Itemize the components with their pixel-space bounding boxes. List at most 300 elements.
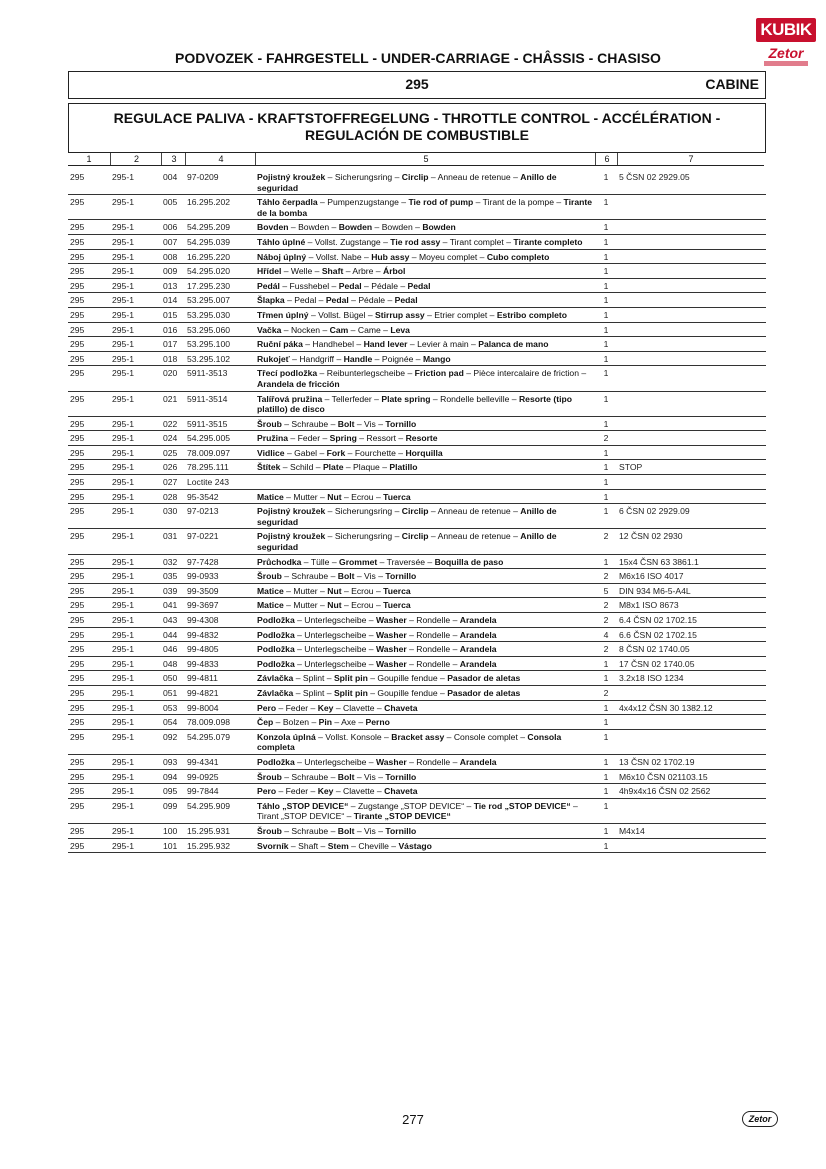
part-number-cell: 99-8004: [185, 700, 255, 715]
table-row: [68, 195, 766, 220]
note-cell: 4h9x4x16 ČSN 02 2562: [617, 784, 766, 799]
quantity-cell: 1: [595, 234, 617, 249]
description-cell: Táhlo úplné – Vollst. Zugstange – Tie rod assy – Tirant complet – Tirante completo: [255, 234, 595, 249]
note-cell: 6.6 ČSN 02 1702.15: [617, 627, 766, 642]
description-cell: Matice – Mutter – Nut – Ecrou – Tuerca: [255, 583, 595, 598]
subgroup-cell: 295-1: [110, 671, 161, 686]
group-number: 295: [405, 76, 429, 92]
table-row: [68, 838, 766, 853]
subgroup-cell: 295-1: [110, 769, 161, 784]
part-number-cell: 54.295.005: [185, 431, 255, 446]
group-cell: 295: [68, 823, 110, 838]
table-row: [68, 627, 766, 642]
part-number-cell: Loctite 243: [185, 475, 255, 490]
part-number-cell: 16.295.220: [185, 249, 255, 264]
table-row: [68, 351, 766, 366]
position-cell: 031: [161, 529, 185, 554]
group-cell: 295: [68, 366, 110, 391]
subgroup-cell: 295-1: [110, 416, 161, 431]
quantity-cell: 1: [595, 475, 617, 490]
table-row: [68, 583, 766, 598]
description-cell: [255, 475, 595, 490]
position-cell: 013: [161, 278, 185, 293]
position-cell: 043: [161, 613, 185, 628]
column-header: 4: [185, 153, 256, 165]
quantity-cell: 2: [595, 685, 617, 700]
group-cell: 295: [68, 278, 110, 293]
part-number-cell: 99-4341: [185, 754, 255, 769]
table-row: [68, 416, 766, 431]
subgroup-cell: 295-1: [110, 784, 161, 799]
description-cell: Podložka – Unterlegscheibe – Washer – Rondelle – Arandela: [255, 754, 595, 769]
part-number-cell: 54.295.039: [185, 234, 255, 249]
group-cell: 295: [68, 798, 110, 823]
table-row: [68, 504, 766, 529]
description-cell: Pružina – Feder – Spring – Ressort – Resorte: [255, 431, 595, 446]
note-cell: [617, 195, 766, 220]
position-cell: 044: [161, 627, 185, 642]
group-cell: 295: [68, 554, 110, 569]
subgroup-cell: 295-1: [110, 234, 161, 249]
subgroup-cell: 295-1: [110, 685, 161, 700]
table-row: [68, 729, 766, 754]
position-cell: 051: [161, 685, 185, 700]
group-cell: 295: [68, 671, 110, 686]
group-cell: 295: [68, 460, 110, 475]
position-cell: 004: [161, 170, 185, 195]
table-row: [68, 220, 766, 235]
group-cell: 295: [68, 351, 110, 366]
kubik-logo: KUBIK: [756, 18, 816, 42]
part-number-cell: 99-4308: [185, 613, 255, 628]
part-number-cell: 54.295.209: [185, 220, 255, 235]
quantity-cell: 1: [595, 554, 617, 569]
table-row: [68, 366, 766, 391]
group-cell: 295: [68, 598, 110, 613]
position-cell: 007: [161, 234, 185, 249]
part-number-cell: 95-3542: [185, 489, 255, 504]
part-number-cell: 17.295.230: [185, 278, 255, 293]
table-row: [68, 642, 766, 657]
part-number-cell: 53.295.102: [185, 351, 255, 366]
description-cell: Pojistný kroužek – Sicherungsring – Circlip – Anneau de retenue – Anillo de seguridad: [255, 529, 595, 554]
part-number-cell: 53.295.007: [185, 293, 255, 308]
subgroup-cell: 295-1: [110, 489, 161, 504]
quantity-cell: 1: [595, 351, 617, 366]
part-number-cell: 97-0221: [185, 529, 255, 554]
table-row: [68, 613, 766, 628]
subgroup-cell: 295-1: [110, 460, 161, 475]
part-number-cell: 15.295.931: [185, 823, 255, 838]
quantity-cell: 1: [595, 249, 617, 264]
parts-table: [68, 170, 766, 853]
note-cell: [617, 685, 766, 700]
quantity-cell: 1: [595, 391, 617, 416]
subgroup-cell: 295-1: [110, 700, 161, 715]
quantity-cell: 2: [595, 529, 617, 554]
group-cell: 295: [68, 170, 110, 195]
table-row: [68, 700, 766, 715]
subgroup-cell: 295-1: [110, 613, 161, 628]
table-row: [68, 337, 766, 352]
group-cell: 295: [68, 322, 110, 337]
description-cell: Hřídel – Welle – Shaft – Arbre – Árbol: [255, 264, 595, 279]
part-number-cell: 99-3509: [185, 583, 255, 598]
table-row: [68, 391, 766, 416]
note-cell: 13 ČSN 02 1702.19: [617, 754, 766, 769]
description-cell: Šroub – Schraube – Bolt – Vis – Tornillo: [255, 823, 595, 838]
group-cell: 295: [68, 769, 110, 784]
subgroup-cell: 295-1: [110, 504, 161, 529]
section-title-line-2: REGULACIÓN DE COMBUSTIBLE: [305, 127, 529, 143]
description-cell: Pero – Feder – Key – Clavette – Chaveta: [255, 784, 595, 799]
group-cell: 295: [68, 337, 110, 352]
note-cell: M6x10 ČSN 021103.15: [617, 769, 766, 784]
part-number-cell: 99-4821: [185, 685, 255, 700]
description-cell: Podložka – Unterlegscheibe – Washer – Rondelle – Arandela: [255, 627, 595, 642]
zetor-footer-logo: Zetor: [742, 1111, 778, 1127]
quantity-cell: 1: [595, 416, 617, 431]
note-cell: [617, 337, 766, 352]
note-cell: 12 ČSN 02 2930: [617, 529, 766, 554]
group-cell: 295: [68, 583, 110, 598]
table-row: [68, 249, 766, 264]
table-row: [68, 322, 766, 337]
subgroup-cell: 295-1: [110, 195, 161, 220]
part-number-cell: 99-4811: [185, 671, 255, 686]
note-cell: [617, 264, 766, 279]
quantity-cell: 1: [595, 715, 617, 730]
subgroup-cell: 295-1: [110, 293, 161, 308]
note-cell: [617, 366, 766, 391]
group-cell: 295: [68, 715, 110, 730]
quantity-cell: 1: [595, 460, 617, 475]
part-number-cell: 78.009.098: [185, 715, 255, 730]
quantity-cell: 1: [595, 195, 617, 220]
description-cell: Pojistný kroužek – Sicherungsring – Circlip – Anneau de retenue – Anillo de seguridad: [255, 170, 595, 195]
description-cell: Táhlo čerpadla – Pumpenzugstange – Tie rod of pump – Tirant de la pompe – Tirante de la bomba: [255, 195, 595, 220]
part-number-cell: 99-4832: [185, 627, 255, 642]
part-number-cell: 53.295.100: [185, 337, 255, 352]
column-header: 7: [617, 153, 764, 165]
table-row: [68, 671, 766, 686]
group-cell: 295: [68, 838, 110, 853]
part-number-cell: 16.295.202: [185, 195, 255, 220]
position-cell: 030: [161, 504, 185, 529]
position-cell: 018: [161, 351, 185, 366]
part-number-cell: 99-4805: [185, 642, 255, 657]
part-number-cell: 15.295.932: [185, 838, 255, 853]
group-cell: 295: [68, 729, 110, 754]
description-cell: Třecí podložka – Reibunterlegscheibe – Friction pad – Pièce intercalaire de friction – Arandela de fricción: [255, 366, 595, 391]
description-cell: Matice – Mutter – Nut – Ecrou – Tuerca: [255, 489, 595, 504]
description-cell: Závlačka – Splint – Split pin – Goupille fendue – Pasador de aletas: [255, 671, 595, 686]
position-cell: 017: [161, 337, 185, 352]
description-cell: Pero – Feder – Key – Clavette – Chaveta: [255, 700, 595, 715]
group-cell: 295: [68, 569, 110, 584]
quantity-cell: 1: [595, 656, 617, 671]
note-cell: 6.4 ČSN 02 1702.15: [617, 613, 766, 628]
note-cell: M8x1 ISO 8673: [617, 598, 766, 613]
note-cell: [617, 798, 766, 823]
part-number-cell: 99-4833: [185, 656, 255, 671]
quantity-cell: 1: [595, 838, 617, 853]
position-cell: 101: [161, 838, 185, 853]
note-cell: 6 ČSN 02 2929.09: [617, 504, 766, 529]
subgroup-cell: 295-1: [110, 366, 161, 391]
quantity-cell: 1: [595, 754, 617, 769]
quantity-cell: 1: [595, 293, 617, 308]
quantity-cell: 2: [595, 613, 617, 628]
subgroup-cell: 295-1: [110, 656, 161, 671]
position-cell: 035: [161, 569, 185, 584]
parts-table-body: [68, 170, 766, 853]
table-row: [68, 754, 766, 769]
note-cell: [617, 391, 766, 416]
subgroup-cell: 295-1: [110, 322, 161, 337]
quantity-cell: 1: [595, 700, 617, 715]
description-cell: Rukojeť – Handgriff – Handle – Poignée – Mango: [255, 351, 595, 366]
quantity-cell: 2: [595, 569, 617, 584]
table-row: [68, 769, 766, 784]
table-row: [68, 784, 766, 799]
subgroup-cell: 295-1: [110, 823, 161, 838]
note-cell: [617, 838, 766, 853]
position-cell: 032: [161, 554, 185, 569]
table-row: [68, 715, 766, 730]
position-cell: 100: [161, 823, 185, 838]
table-row: [68, 598, 766, 613]
note-cell: STOP: [617, 460, 766, 475]
part-number-cell: 78.295.111: [185, 460, 255, 475]
table-row: [68, 307, 766, 322]
note-cell: 5 ČSN 02 2929.05: [617, 170, 766, 195]
position-cell: 041: [161, 598, 185, 613]
position-cell: 050: [161, 671, 185, 686]
position-cell: 008: [161, 249, 185, 264]
quantity-cell: 1: [595, 322, 617, 337]
quantity-cell: 1: [595, 264, 617, 279]
section-title: [68, 103, 766, 153]
group-cell: 295: [68, 264, 110, 279]
quantity-cell: 1: [595, 307, 617, 322]
quantity-cell: 2: [595, 431, 617, 446]
position-cell: 094: [161, 769, 185, 784]
quantity-cell: 1: [595, 445, 617, 460]
part-number-cell: 54.295.020: [185, 264, 255, 279]
group-name: CABINE: [705, 76, 759, 92]
subgroup-cell: 295-1: [110, 278, 161, 293]
position-cell: 054: [161, 715, 185, 730]
group-cell: 295: [68, 529, 110, 554]
table-row: [68, 170, 766, 195]
subgroup-cell: 295-1: [110, 264, 161, 279]
position-cell: 025: [161, 445, 185, 460]
quantity-cell: 1: [595, 278, 617, 293]
column-header: 6: [595, 153, 618, 165]
note-cell: DIN 934 M6-5-A4L: [617, 583, 766, 598]
subgroup-cell: 295-1: [110, 798, 161, 823]
note-cell: M4x14: [617, 823, 766, 838]
group-cell: 295: [68, 293, 110, 308]
position-cell: 039: [161, 583, 185, 598]
description-cell: Šroub – Schraube – Bolt – Vis – Tornillo: [255, 569, 595, 584]
subgroup-cell: 295-1: [110, 445, 161, 460]
group-cell: 295: [68, 220, 110, 235]
subgroup-cell: 295-1: [110, 431, 161, 446]
note-cell: [617, 489, 766, 504]
part-number-cell: 78.009.097: [185, 445, 255, 460]
quantity-cell: 1: [595, 366, 617, 391]
table-row: [68, 445, 766, 460]
part-number-cell: 5911-3513: [185, 366, 255, 391]
note-cell: 15x4 ČSN 63 3861.1: [617, 554, 766, 569]
subgroup-cell: 295-1: [110, 715, 161, 730]
position-cell: 006: [161, 220, 185, 235]
position-cell: 053: [161, 700, 185, 715]
description-cell: Čep – Bolzen – Pin – Axe – Perno: [255, 715, 595, 730]
group-cell: 295: [68, 445, 110, 460]
group-cell: 295: [68, 613, 110, 628]
position-cell: 022: [161, 416, 185, 431]
position-cell: 024: [161, 431, 185, 446]
subgroup-cell: 295-1: [110, 754, 161, 769]
subgroup-cell: 295-1: [110, 351, 161, 366]
position-cell: 005: [161, 195, 185, 220]
group-cell: 295: [68, 627, 110, 642]
group-box: [68, 71, 766, 99]
subgroup-cell: 295-1: [110, 529, 161, 554]
quantity-cell: 2: [595, 598, 617, 613]
description-cell: Konzola úplná – Vollst. Konsole – Bracket assy – Console complet – Consola completa: [255, 729, 595, 754]
quantity-cell: 1: [595, 220, 617, 235]
note-cell: 17 ČSN 02 1740.05: [617, 656, 766, 671]
table-row: [68, 489, 766, 504]
part-number-cell: 54.295.079: [185, 729, 255, 754]
description-cell: Podložka – Unterlegscheibe – Washer – Rondelle – Arandela: [255, 656, 595, 671]
note-cell: [617, 416, 766, 431]
note-cell: 4x4x12 ČSN 30 1382.12: [617, 700, 766, 715]
description-cell: Závlačka – Splint – Split pin – Goupille fendue – Pasador de aletas: [255, 685, 595, 700]
table-row: [68, 554, 766, 569]
subgroup-cell: 295-1: [110, 838, 161, 853]
description-cell: Pojistný kroužek – Sicherungsring – Circlip – Anneau de retenue – Anillo de seguridad: [255, 504, 595, 529]
table-row: [68, 460, 766, 475]
position-cell: 046: [161, 642, 185, 657]
position-cell: 015: [161, 307, 185, 322]
group-cell: 295: [68, 391, 110, 416]
quantity-cell: 1: [595, 671, 617, 686]
part-number-cell: 99-0925: [185, 769, 255, 784]
note-cell: [617, 322, 766, 337]
description-cell: Matice – Mutter – Nut – Ecrou – Tuerca: [255, 598, 595, 613]
part-number-cell: 99-0933: [185, 569, 255, 584]
subgroup-cell: 295-1: [110, 583, 161, 598]
description-cell: Šroub – Schraube – Bolt – Vis – Tornillo: [255, 416, 595, 431]
part-number-cell: 53.295.060: [185, 322, 255, 337]
group-cell: 295: [68, 431, 110, 446]
description-cell: Průchodka – Tülle – Grommet – Traversée – Boquilla de paso: [255, 554, 595, 569]
part-number-cell: 5911-3515: [185, 416, 255, 431]
quantity-cell: 1: [595, 784, 617, 799]
group-cell: 295: [68, 307, 110, 322]
note-cell: [617, 234, 766, 249]
note-cell: M6x16 ISO 4017: [617, 569, 766, 584]
section-title-line-1: REGULACE PALIVA - KRAFTSTOFFREGELUNG - THROTTLE CONTROL - ACCÉLÉRATION -: [113, 110, 721, 126]
table-row: [68, 234, 766, 249]
subgroup-cell: 295-1: [110, 642, 161, 657]
description-cell: Bovden – Bowden – Bowden – Bowden – Bowden: [255, 220, 595, 235]
quantity-cell: 1: [595, 729, 617, 754]
quantity-cell: 1: [595, 798, 617, 823]
table-row: [68, 431, 766, 446]
group-cell: 295: [68, 504, 110, 529]
table-row: [68, 798, 766, 823]
position-cell: 020: [161, 366, 185, 391]
subgroup-cell: 295-1: [110, 170, 161, 195]
position-cell: 026: [161, 460, 185, 475]
group-cell: 295: [68, 416, 110, 431]
column-header: 5: [255, 153, 596, 165]
position-cell: 093: [161, 754, 185, 769]
subgroup-cell: 295-1: [110, 337, 161, 352]
part-number-cell: 53.295.030: [185, 307, 255, 322]
column-headers: [68, 153, 764, 166]
table-row: [68, 569, 766, 584]
description-cell: Vidlice – Gabel – Fork – Fourchette – Horquilla: [255, 445, 595, 460]
group-cell: 295: [68, 685, 110, 700]
column-header: 1: [86, 154, 92, 164]
group-cell: 295: [68, 234, 110, 249]
description-cell: Pedál – Fusshebel – Pedal – Pédale – Pedal: [255, 278, 595, 293]
description-cell: Podložka – Unterlegscheibe – Washer – Rondelle – Arandela: [255, 642, 595, 657]
position-cell: 099: [161, 798, 185, 823]
group-cell: 295: [68, 475, 110, 490]
quantity-cell: 1: [595, 769, 617, 784]
description-cell: Vačka – Nocken – Cam – Came – Leva: [255, 322, 595, 337]
group-cell: 295: [68, 489, 110, 504]
subgroup-cell: 295-1: [110, 627, 161, 642]
note-cell: [617, 431, 766, 446]
note-cell: [617, 249, 766, 264]
position-cell: 009: [161, 264, 185, 279]
table-row: [68, 278, 766, 293]
quantity-cell: 1: [595, 489, 617, 504]
group-cell: 295: [68, 656, 110, 671]
note-cell: [617, 293, 766, 308]
part-number-cell: 99-7844: [185, 784, 255, 799]
table-row: [68, 823, 766, 838]
subgroup-cell: 295-1: [110, 249, 161, 264]
description-cell: Talířová pružina – Tellerfeder – Plate spring – Rondelle belleville – Resorte (tipo platillo) de disco: [255, 391, 595, 416]
part-number-cell: 99-3697: [185, 598, 255, 613]
subgroup-cell: 295-1: [110, 307, 161, 322]
description-cell: Náboj úplný – Vollst. Nabe – Hub assy – Moyeu complet – Cubo completo: [255, 249, 595, 264]
quantity-cell: 2: [595, 642, 617, 657]
table-row: [68, 656, 766, 671]
position-cell: 092: [161, 729, 185, 754]
note-cell: [617, 351, 766, 366]
position-cell: 014: [161, 293, 185, 308]
position-cell: 048: [161, 656, 185, 671]
column-header: 2: [110, 153, 162, 165]
group-cell: 295: [68, 700, 110, 715]
description-cell: Šroub – Schraube – Bolt – Vis – Tornillo: [255, 769, 595, 784]
subgroup-cell: 295-1: [110, 598, 161, 613]
group-cell: 295: [68, 249, 110, 264]
subgroup-cell: 295-1: [110, 391, 161, 416]
document-header: PODVOZEK - FAHRGESTELL - UNDER-CARRIAGE - CHÂSSIS - CHASISO: [175, 50, 661, 66]
